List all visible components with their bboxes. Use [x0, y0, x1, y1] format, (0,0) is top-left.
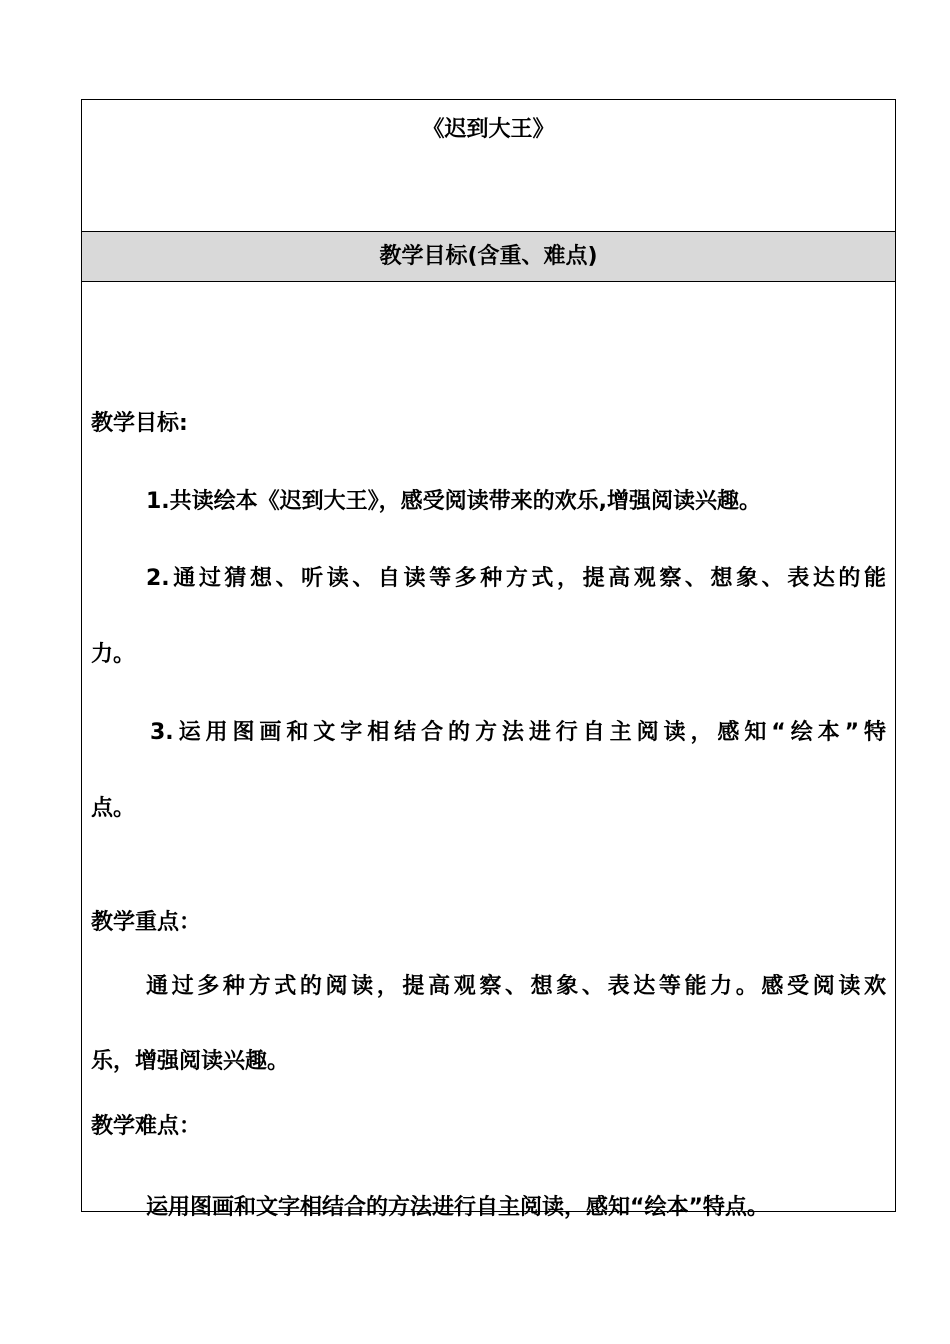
section-header: 教学目标(含重、难点): [82, 232, 895, 282]
objective-item-2-line-2: 力。: [91, 642, 136, 667]
objective-item-3-line-2: 点。: [91, 796, 136, 821]
key-points-line-1: 通过多种方式的阅读，提高观察、想象、表达等能力。感受阅读欢: [146, 974, 886, 999]
objectives-cell: [82, 282, 895, 1220]
lesson-plan-table: [81, 99, 896, 1220]
objective-item-2-line-1: 2.通过猜想、听读、自读等多种方式，提高观察、想象、表达的能: [146, 566, 886, 591]
key-points-heading: 教学重点：: [91, 910, 202, 935]
difficulties-heading: 教学难点：: [91, 1114, 202, 1139]
document-title: 《迟到大王》: [422, 117, 555, 142]
title-cell: [82, 100, 895, 232]
objective-item-3-line-1: 3.运用图画和文字相结合的方法进行自主阅读，感知“绘本”特: [150, 720, 886, 745]
objectives-heading: 教学目标:: [91, 411, 188, 436]
key-points-line-2: 乐，增强阅读兴趣。: [91, 1049, 290, 1074]
objective-item-1: 1.共读绘本《迟到大王》，感受阅读带来的欢乐,增强阅读兴趣。: [146, 489, 762, 514]
difficulties-text: 运用图画和文字相结合的方法进行自主阅读，感知“绘本”特点。: [146, 1195, 769, 1220]
